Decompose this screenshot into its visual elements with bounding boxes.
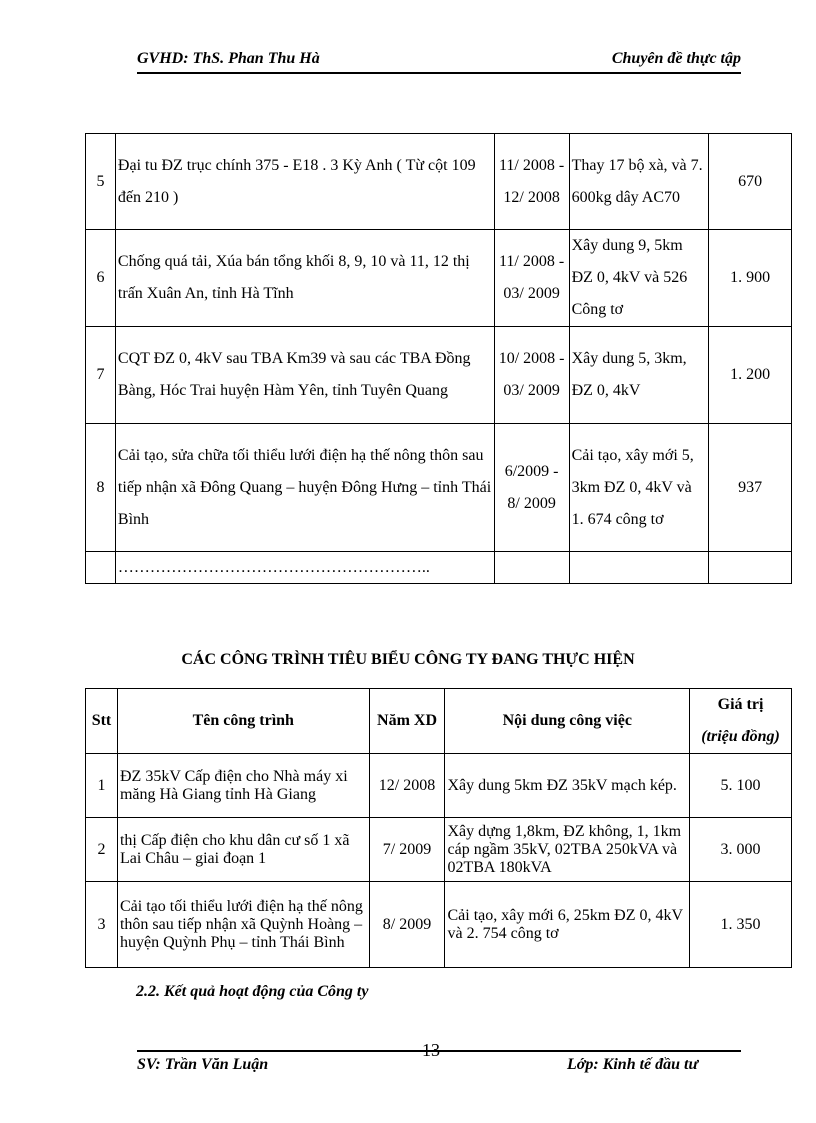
cell-nam: 12/ 2008 [369, 754, 445, 818]
header-stt: Stt [86, 689, 118, 754]
cell-ten: Chống quá tải, Xúa bán tổng khối 8, 9, 10 và 11, 12 thị trấn Xuân An, tỉnh Hà Tĩnh [115, 230, 494, 327]
section-title: CÁC CÔNG TRÌNH TIÊU BIỂU CÔNG TY ĐANG THỰC HIỆN [181, 651, 635, 668]
cell-ten: Cải tạo tối thiểu lưới điện hạ thế nông thôn sau tiếp nhận xã Quỳnh Hoàng – huyện Quỳnh Phụ – tỉnh Thái Bình [117, 882, 369, 968]
page-footer [137, 1040, 741, 1076]
cell-noidung: Xây dung 5km ĐZ 35kV mạch kép. [445, 754, 690, 818]
header-topic: Chuyên đề thực tập [611, 50, 741, 67]
cell-noidung: Xây dựng 1,8km, ĐZ không, 1, 1km cáp ngầm 35kV, 02TBA 250kVA và 02TBA 180kVA [445, 818, 690, 882]
table-row [86, 424, 792, 552]
header-noidung: Nội dung công việc [445, 689, 690, 754]
cell-gia: 670 [709, 134, 792, 230]
page-header [137, 50, 741, 74]
cell-stt: 8 [86, 424, 116, 552]
cell-gia: 1. 350 [690, 882, 792, 968]
cell-noidung: Thay 17 bộ xà, và 7. 600kg dây AC70 [569, 134, 709, 230]
header-ten: Tên công trình [117, 689, 369, 754]
cell-ten: Đại tu ĐZ trục chính 375 - E18 . 3 Kỳ Anh ( Từ cột 109 đến 210 ) [115, 134, 494, 230]
cell-gia: 3. 000 [690, 818, 792, 882]
cell-noidung: Cải tạo, xây mới 5, 3km ĐZ 0, 4kV và 1. 674 công tơ [569, 424, 709, 552]
table-row [86, 327, 792, 424]
header-nam: Năm XD [369, 689, 445, 754]
cell-noidung: Xây dung 5, 3km, ĐZ 0, 4kV [569, 327, 709, 424]
cell-nam: 7/ 2009 [369, 818, 445, 882]
cell-ten: ĐZ 35kV Cấp điện cho Nhà máy xi măng Hà Giang tỉnh Hà Giang [117, 754, 369, 818]
cell-nam: 8/ 2009 [369, 882, 445, 968]
footer-student: SV: Trần Văn Luận [137, 1056, 269, 1073]
table-row [86, 818, 792, 882]
footer-class: Lớp: Kinh tế đầu tư [567, 1056, 699, 1073]
cell-ten-ellipsis: ………………………………………………….. [115, 552, 494, 584]
cell-stt: 6 [86, 230, 116, 327]
cell-stt: 3 [86, 882, 118, 968]
cell-gia [709, 552, 792, 584]
cell-stt [86, 552, 116, 584]
cell-stt: 2 [86, 818, 118, 882]
cell-gia: 937 [709, 424, 792, 552]
table-row [86, 882, 792, 968]
cell-nam [494, 552, 569, 584]
header-gia-label: Giá trị [717, 696, 764, 713]
cell-stt: 7 [86, 327, 116, 424]
cell-ten: CQT ĐZ 0, 4kV sau TBA Km39 và sau các TBA Đồng Bàng, Hóc Trai huyện Hàm Yên, tỉnh Tuyên Quang [115, 327, 494, 424]
cell-nam: 6/2009 - 8/ 2009 [494, 424, 569, 552]
cell-stt: 5 [86, 134, 116, 230]
cell-nam: 11/ 2008 - 12/ 2008 [494, 134, 569, 230]
page-number: 13 [422, 1040, 440, 1060]
cell-nam: 11/ 2008 - 03/ 2009 [494, 230, 569, 327]
cell-gia: 5. 100 [690, 754, 792, 818]
table-row [86, 134, 792, 230]
table-row [86, 754, 792, 818]
header-advisor: GVHD: ThS. Phan Thu Hà [137, 50, 320, 67]
cell-gia: 1. 200 [709, 327, 792, 424]
table-header-row [86, 689, 792, 754]
cell-gia: 1. 900 [709, 230, 792, 327]
header-gia-unit: (triệu đồng) [701, 728, 780, 745]
cell-ten: Cải tạo, sửa chữa tối thiểu lưới điện hạ thế nông thôn sau tiếp nhận xã Đông Quang – huyện Đông Hưng – tỉnh Thái Bình [115, 424, 494, 552]
projects-table-continued [85, 133, 792, 584]
table-row [86, 230, 792, 327]
header-gia [690, 689, 792, 754]
cell-noidung [569, 552, 709, 584]
current-projects-table [85, 688, 792, 968]
cell-stt: 1 [86, 754, 118, 818]
subsection-heading: 2.2. Kết quả hoạt động của Công ty [136, 983, 369, 1000]
cell-noidung: Xây dung 9, 5km ĐZ 0, 4kV và 526 Công tơ [569, 230, 709, 327]
table-row [86, 552, 792, 584]
cell-nam: 10/ 2008 - 03/ 2009 [494, 327, 569, 424]
cell-ten: thị Cấp điện cho khu dân cư số 1 xã Lai Châu – giai đoạn 1 [117, 818, 369, 882]
cell-noidung: Cải tạo, xây mới 6, 25km ĐZ 0, 4kV và 2. 754 công tơ [445, 882, 690, 968]
